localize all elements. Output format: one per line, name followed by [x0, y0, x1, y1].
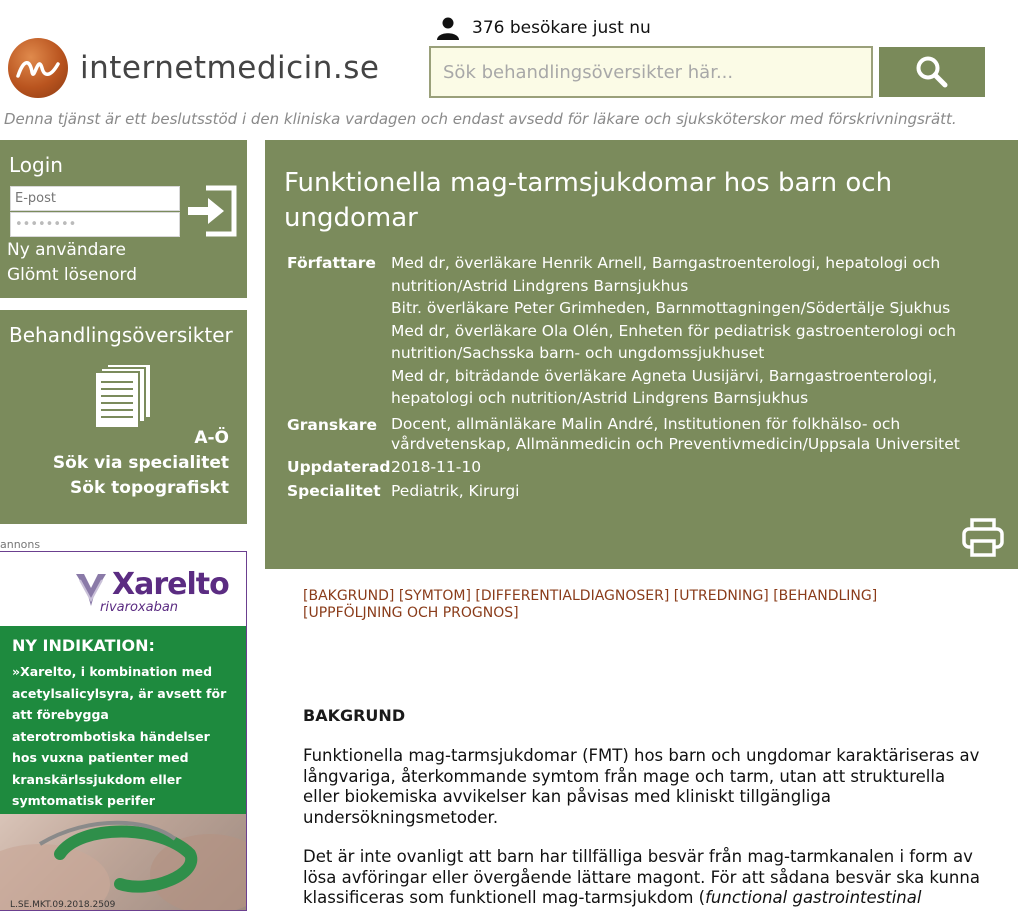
- nav-link-utredning[interactable]: [UTREDNING]: [673, 588, 769, 604]
- search-button[interactable]: [879, 47, 985, 97]
- paragraph-text: Det är inte ovanligt att barn har tillfälliga besvär från mag-tarmkanalen i form av lösa avföringar eller övergående lättare magont. För att sådana besvär ska kunna klassificeras som funktionell mag-tarmsjukdom (: [303, 847, 980, 907]
- search-input[interactable]: [429, 46, 873, 98]
- meta-value: 2018-11-10: [391, 457, 482, 476]
- advertisement[interactable]: [0, 551, 247, 911]
- logo-mark-icon: [8, 38, 68, 98]
- password-field[interactable]: [10, 212, 180, 237]
- nav-link-differentialdiagnoser[interactable]: [DIFFERENTIALDIAGNOSER]: [475, 588, 670, 604]
- ad-footer: L.SE.MKT.09.2018.2509: [10, 900, 116, 910]
- search-icon: [915, 55, 949, 89]
- overview-link-topographic[interactable]: Sök topografiskt: [70, 478, 229, 498]
- meta-row-authors: [287, 252, 987, 410]
- login-submit-icon[interactable]: [184, 184, 238, 238]
- author-line: Bitr. överläkare Peter Grimheden, Barnmottagningen/Södertälje Sjukhus: [391, 299, 951, 317]
- meta-value: [391, 252, 987, 410]
- visitor-counter: [436, 16, 651, 40]
- nav-link-uppfoljning[interactable]: [UPPFÖLJNING OCH PROGNOS]: [303, 604, 519, 621]
- forgot-password-link[interactable]: Glömt lösenord: [7, 265, 138, 285]
- section-nav: [303, 588, 943, 621]
- section-heading: BAKGRUND: [303, 706, 406, 725]
- meta-label: Granskare: [287, 415, 378, 434]
- paragraph: [303, 847, 983, 909]
- user-icon: [436, 16, 460, 40]
- carabiner-image-icon: [0, 814, 247, 911]
- site-name: internetmedicin.se: [80, 50, 380, 86]
- email-field[interactable]: [10, 186, 180, 211]
- ad-brand-sub: rivaroxaban: [100, 600, 179, 615]
- meta-label: Uppdaterad: [287, 457, 391, 476]
- article-title: Funktionella mag-tarmsjukdomar hos barn och ungdomar: [284, 168, 893, 233]
- meta-label: Författare: [287, 254, 376, 272]
- new-user-link[interactable]: Ny användare: [7, 240, 126, 260]
- ad-brand-name: Xarelto: [112, 567, 229, 602]
- article-header: [265, 140, 1018, 569]
- login-panel: [0, 140, 247, 298]
- author-line: Med dr, överläkare Henrik Arnell, Barngastroenterologi, hepatologi och nutrition/Astrid Lindgrens Barnsjukhus: [391, 254, 941, 295]
- article-meta: [287, 252, 987, 503]
- paragraph-italic: functional gastrointestinal: [705, 888, 922, 907]
- paragraph: Funktionella mag-tarmsjukdomar (FMT) hos barn och ungdomar karaktäriseras av långvariga, återkommande symtom från mage och tarm, utan att strukturella eller biokemiska avvikelser kan påvisas med kliniskt tillgängliga undersökningsmetoder.: [303, 746, 980, 827]
- ad-headline: NY INDIKATION:: [12, 636, 155, 655]
- print-icon[interactable]: [962, 517, 1004, 557]
- ad-text: »Xarelto, i kombination med acetylsalicylsyra, är avsett för att förebygga aterotrombotiska händelser hos vuxna patienter med kranskärlssjukdom eller symtomatisk perifer: [12, 664, 227, 808]
- documents-icon: [93, 362, 155, 430]
- meta-value: Docent, allmänläkare Malin André, Institutionen för folkhälso- och vårdvetenskap, Allmänmedicin och Preventivmedicin/Uppsala Universitet: [391, 414, 960, 453]
- nav-link-bakgrund[interactable]: [BAKGRUND]: [303, 588, 395, 604]
- meta-row-reviewer: [287, 414, 987, 454]
- nav-link-behandling[interactable]: [BEHANDLING]: [773, 588, 878, 604]
- nav-link-symtom[interactable]: [SYMTOM]: [398, 588, 471, 604]
- login-title: Login: [9, 153, 63, 177]
- meta-row-updated: [287, 456, 987, 479]
- meta-value: Pediatrik, Kirurgi: [391, 482, 520, 500]
- meta-row-specialty: [287, 480, 987, 503]
- disclaimer: Denna tjänst är ett beslutsstöd i den kliniska vardagen och endast avsedd för läkare och sjuksköterskor med förskrivningsrätt.: [4, 110, 957, 128]
- overviews-panel: [0, 310, 247, 524]
- author-line: Med dr, överläkare Ola Olén, Enheten för pediatrisk gastroenterologi och nutrition/Sachsska barn- och ungdomssjukhuset: [391, 321, 956, 362]
- meta-label: Specialitet: [287, 482, 381, 500]
- site-logo[interactable]: [8, 38, 380, 98]
- visitor-count-text: 376 besökare just nu: [472, 18, 651, 38]
- overview-link-a-o[interactable]: A-Ö: [194, 428, 229, 448]
- overview-link-specialty[interactable]: Sök via specialitet: [52, 453, 229, 473]
- ad-photo: [0, 814, 247, 911]
- ad-label: annons: [0, 538, 41, 551]
- overviews-title: Behandlingsöversikter: [9, 323, 233, 347]
- author-line: Med dr, biträdande överläkare Agneta Uusijärvi, Barngastroenterologi, hepatologi och nutrition/Astrid Lindgrens Barnsjukhus: [391, 366, 938, 407]
- ad-text-box: [0, 626, 247, 814]
